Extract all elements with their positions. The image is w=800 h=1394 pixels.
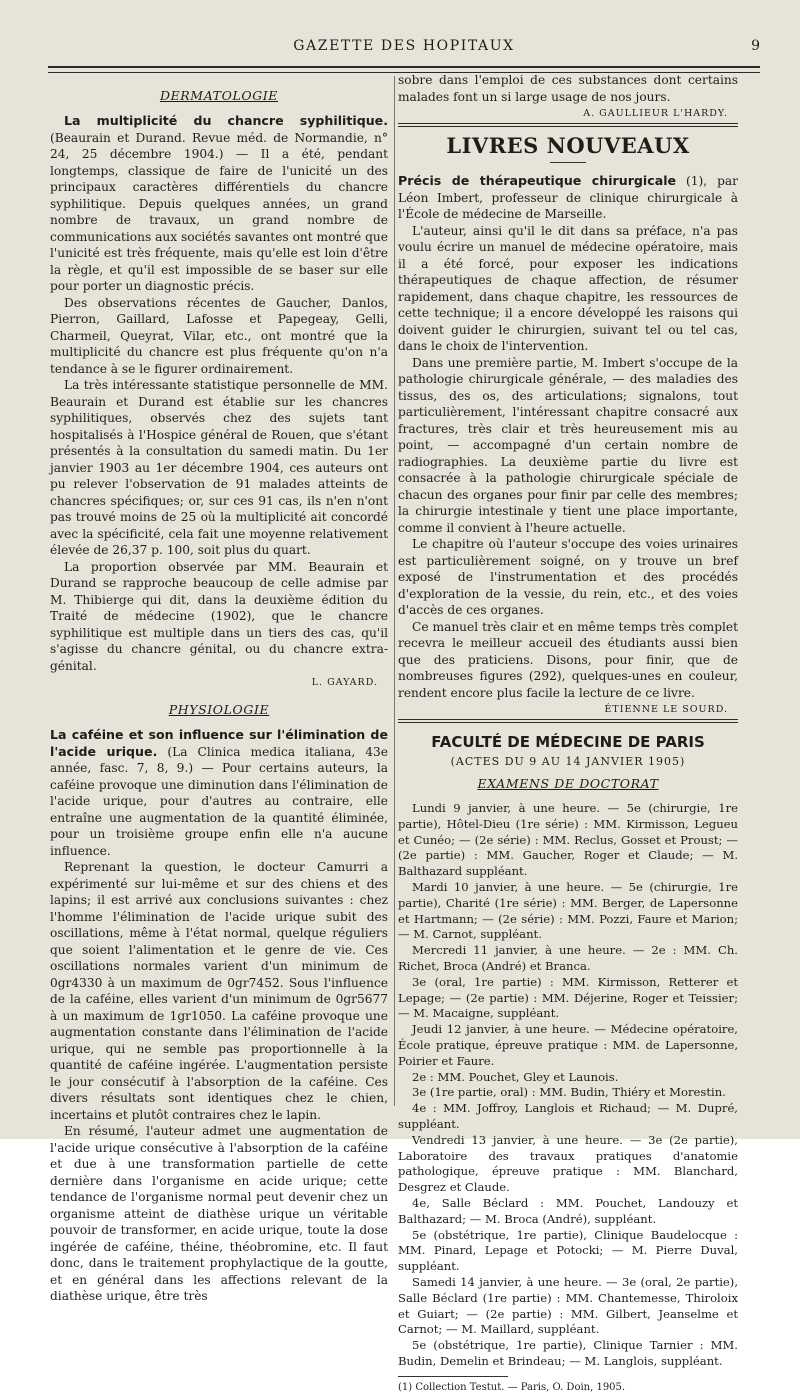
section-heading-dermatologie: DERMATOLOGIE (159, 88, 279, 103)
author-signature: A. GAULLIEUR L'HARDY. (583, 108, 728, 119)
exam-entry: Vendredi 13 janvier, à une heure. — 3e (2e partie), Laboratoire des travaux pratiques d'anatomie pathologique, épreuve pratique : MM. Blanchard, Desgrez et Claude. (398, 1132, 738, 1195)
exam-entry: Samedi 14 janvier, à une heure. — 3e (oral, 2e partie), Salle Béclard (1re partie) : MM. Chantemesse, Thiroloix et Guiart; — (2e partie) : MM. Gilbert, Jeanselme et Carnot; — M. Maillard, suppléant. (398, 1274, 738, 1337)
exam-entry: Mercredi 11 janvier, à une heure. — 2e : MM. Ch. Richet, Broca (André) et Branca. (398, 943, 738, 973)
exam-entry: 4e, Salle Béclard : MM. Pouchet, Landouzy et Balthazard; — M. Broca (André), suppléant. (398, 1195, 738, 1226)
article-reference: (Beaurain et Durand. Revue méd. de Normandie, n° 24, 25 décembre 1904.) (50, 130, 388, 161)
exam-entry: 2e : MM. Pouchet, Gley et Launois. (412, 1069, 619, 1084)
continued-paragraph: sobre dans l'emploi de ces substances dont certains malades font un si large usage de nos jours. (398, 73, 738, 104)
article-chancre-intro (50, 113, 388, 295)
article-paragraph: La très intéressante statistique personnelle de MM. Beaurain et Durand est établie sur les chancres syphilitiques, observés chez des sujets tant hospitalisés à l'Hospice général de Rouen, que s'étant présentés à la consultation du samedi matin. Du 1er janvier 1903 au 1er décembre 1904, ces auteurs ont pu relever l'observation de 91 malades atteints de chancres spécifiques; or, sur ces 91 cas, ils n'en n'ont pas trouvé moins de 25 où la multiplicité ait concordé avec la spécificité, cela fait une moyenne relativement élevée de 26,37 p. 100, soit plus du quart. (50, 378, 388, 557)
exam-entry: 3e (oral, 1re partie) : MM. Kirmisson, Retterer et Lepage; — (2e partie) : MM. Déjerine, Roger et Teissier; — M. Macaigne, suppléant. (398, 974, 738, 1021)
section-title-livres-nouveaux: LIVRES NOUVEAUX (446, 133, 690, 158)
book-byline: , par Léon Imbert, professeur de clinique chirurgicale à l'École de médecine de Marseille. (398, 174, 738, 221)
article-title: La multiplicité du chancre syphilitique. (64, 113, 388, 128)
exam-heading: EXAMENS DE DOCTORAT (477, 776, 659, 791)
author-signature: ÉTIENNE LE SOURD. (604, 704, 728, 715)
section-divider (398, 123, 738, 127)
article-paragraph: La proportion observée par MM. Beaurain et Durand se rapproche beaucoup de celle admise par M. Thibierge qui dit, dans la deuxième édition du Traité de médecine (1902), que le chancre syphilitique est multiple dans un tiers des cas, qu'il s'agisse du chancre génital, ou du chancre extra-génital. (50, 559, 388, 673)
footnote-marker: (1) (686, 174, 704, 188)
review-paragraph: Le chapitre où l'auteur s'occupe des voies urinaires est particulièrement soigné, on y trouve un bref exposé de l'instrumentation et des procédés d'exploration de la vessie, du rein, etc., et des voies d'accès de ces organes. (398, 537, 738, 617)
exam-entry: Jeudi 12 janvier, à une heure. — Médecine opératoire, École pratique, épreuve pratique : MM. de Lapersonne, Poirier et Faure. (398, 1022, 738, 1068)
article-paragraph: En résumé, l'auteur admet une augmentation de l'acide urique consécutive à l'absorption de la caféine et due à une transformation partielle de cette dernière dans l'organisme en acide urique; cette tendance de l'organisme normal peut devenir chez un organisme atteint de diathèse urique un véritable pouvoir de transformer, en acide urique, toute la dose ingérée de caféine, théine, théobromine, etc. Il faut donc, dans le traitement prophylactique de la goutte, et en général dans les affections relevant de la diathèse urique, être très (50, 1124, 388, 1303)
left-column (50, 80, 389, 1303)
review-paragraph: L'auteur, ainsi qu'il le dit dans sa préface, n'a pas voulu écrire un manuel de médecine opératoire, mais il a été forcé, pour exposer les indications thérapeutiques de chaque affection, de résumer rapidement, dans chaque chapitre, les ressources de cette technique; il a encore développé les raisons qui doivent guider le chirurgien, suivant tel ou tel cas, dans le choix de l'intervention. (398, 223, 738, 353)
review-paragraph: Dans une première partie, M. Imbert s'occupe de la pathologie chirurgicale générale, — des maladies des tissus, des os, des articulations; signalons, tout particulièrement, l'intéressant chapitre consacré aux fractures, très clair et très heureusement mis au point, — accompagné d'un certain nombre de radiographies. La deuxième partie du livre est consacrée à la pathologie chirurgicale spéciale de chacun des organes pour finir par celle des membres; la chirurgie intestinale y tient une place importante, comme il convient à l'heure actuelle. (398, 355, 738, 535)
book-heading (398, 173, 738, 223)
article-cafeine-intro (50, 727, 388, 859)
column-separator (394, 76, 395, 1106)
footnote-rule (398, 1376, 508, 1377)
article-reference: (La Clinica medica italiana, 43e année, fasc. 7, 8, 9.) (50, 744, 389, 775)
article-paragraph: — Pour certains auteurs, la caféine provoque une diminution dans l'élimination de l'acide urique, pour d'autres au contraire, elle entraîne une augmentation de la quantité éliminée, pour un troisième groupe enfin elle n'a aucune influence. (50, 761, 388, 858)
short-rule (550, 162, 586, 163)
author-signature: L. GAYARD. (311, 677, 378, 688)
article-paragraph: Des observations récentes de Gaucher, Danlos, Pierron, Gaillard, Lafosse et Papegeay, Gelli, Charmeil, Queyrat, Vilar, etc., ont montré que la multiplicité du chancre est plus fréquente qu'on n'a tendance à se le figurer ordinairement. (50, 295, 388, 376)
footnote: (1) Collection Testut. — Paris, O. Doin, 1905. (398, 1381, 626, 1393)
article-paragraph: — Il a été, pendant longtemps, classique de faire de l'unicité un des principaux caractères différentiels du chancre syphilitique. Depuis quelques années, un grand nombre de travaux, un grand nombre de communications aux sociétés savantes ont montré que l'unicité est très fréquente, mais qu'elle est loin d'être la règle, et qu'il est impossible de se baser sur elle pour porter un diagnostic précis. (50, 147, 389, 293)
exam-entry: 4e : MM. Joffroy, Langlois et Richaud; — M. Dupré, suppléant. (398, 1101, 738, 1131)
review-paragraph: Ce manuel très clair et en même temps très complet recevra le meilleur accueil des étudiants aussi bien que des praticiens. Disons, pour finir, que de nombreuses figures (292), quelques-unes en couleur, rendent encore plus facile la lecture de ce livre. (398, 619, 738, 700)
journal-title: GAZETTE DES HOPITAUX (293, 38, 515, 54)
exam-entry: Lundi 9 janvier, à une heure. — 5e (chirurgie, 1re partie), Hôtel-Dieu (1re série) : MM. Kirmisson, Legueu et Cunéo; — (2e série) : MM. Reclus, Gosset et Proust; — (2e partie) : MM. Gaucher, Roger et Claude; — M. Balthazard suppléant. (398, 801, 738, 879)
article-title: La caféine et son influence sur l'élimination de l'acide urique. (50, 727, 388, 759)
section-heading-physiologie: PHYSIOLOGIE (168, 702, 270, 717)
exam-entry: 5e (obstétrique, 1re partie), Clinique Baudelocque : MM. Pinard, Lepage et Potocki; — M. Pierre Duval, suppléant. (398, 1227, 738, 1274)
article-paragraph: Reprenant la question, le docteur Camurri a expérimenté sur lui-même et sur des chiens et des lapins; il est arrivé aux conclusions suivantes : chez l'homme l'élimination de l'acide urique subit des oscillations, même à l'état normal, quelque réguliers que soient l'alimentation et le genre de vie. Ces oscillations normales varient d'un minimum de 0gr4330 à un maximum de 0gr7452. Sous l'influence de la caféine, elles varient d'un minimum de 0gr5677 à un maximum de 1gr1050. La caféine provoque une augmentation constante dans l'élimination de l'acide urique, qui ne semble pas proportionnelle à la quantité de caféine ingérée. L'augmentation persiste le jour consécutif à l'absorption de la caféine. Ces divers résultats sont identiques chez le chien, incertains et plutôt contraires chez le lapin. (50, 860, 388, 1122)
exam-entry: Mardi 10 janvier, à une heure. — 5e (chirurgie, 1re partie), Charité (1re série) : MM. Berger, de Lapersonne et Hartmann; — (2e série) : MM. Pozzi, Faure et Marion; — M. Carnot, suppléant. (398, 879, 738, 942)
right-column (398, 72, 738, 1393)
book-title: Précis de thérapeutique chirurgicale (398, 173, 677, 188)
page-number: 9 (751, 38, 760, 54)
section-title-faculte: FACULTÉ DE MÉDECINE DE PARIS (431, 733, 705, 751)
running-header (48, 38, 760, 60)
exam-entry: 5e (obstétrique, 1re partie), Clinique Tarnier : MM. Budin, Demelin et Brindeau; — M. Langlois, suppléant. (398, 1338, 738, 1368)
actes-dates: (ACTES DU 9 AU 14 JANVIER 1905) (450, 755, 686, 768)
exam-entry: 3e (1re partie, oral) : MM. Budin, Thiéry et Morestin. (412, 1085, 726, 1100)
section-divider (398, 719, 738, 723)
